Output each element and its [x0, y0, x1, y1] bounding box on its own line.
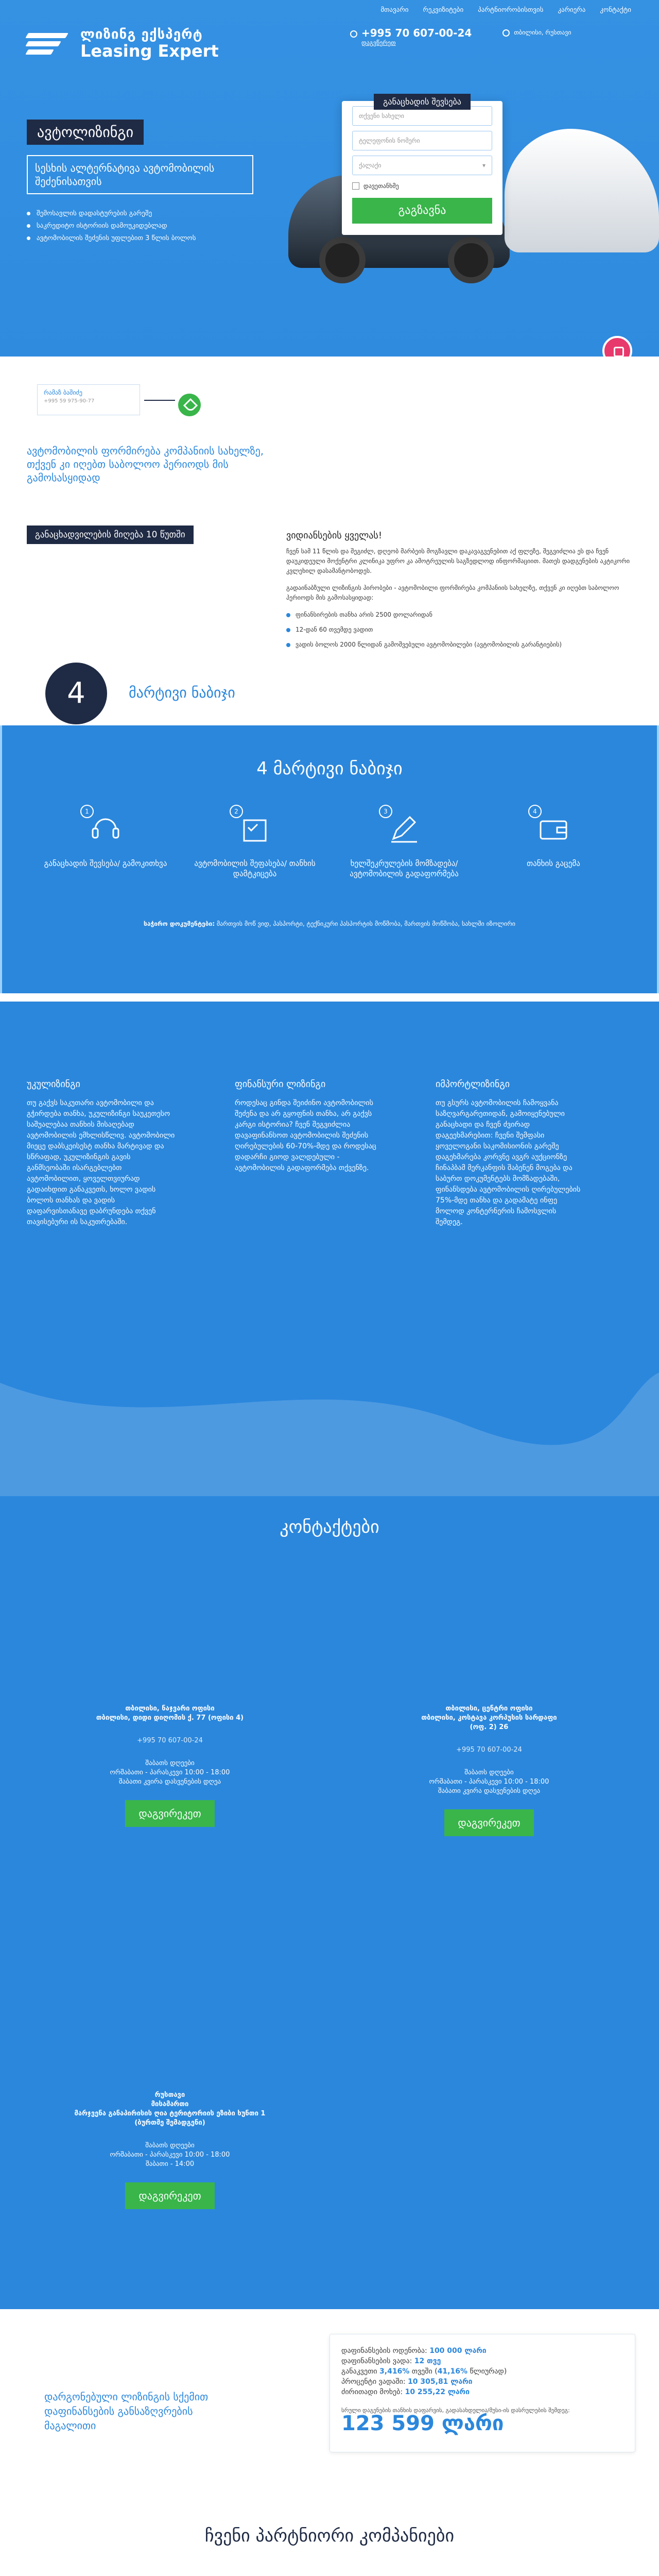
hero-title: ავტოლიზინგი [27, 120, 144, 145]
location-icon [502, 29, 510, 37]
steps-section [0, 672, 659, 1002]
about-headline: ავტომობილის ფორმირება კომპანიის სახელზე, თქვენ კი იღებთ საბოლოო პერიოდს მის გამოსასყიდად [27, 445, 264, 484]
step-item: 1 განაცხადის შევსება/ გამოკითხვა [44, 810, 167, 879]
steps-title: 4 მარტივი ნაბიჯი [256, 758, 403, 779]
city-select[interactable]: ქალაქი ▾ [352, 156, 492, 175]
decorative-wave-icon [0, 1362, 659, 1496]
steps-number: 4 [45, 663, 107, 724]
agree-checkbox[interactable]: დავეთანხმე [352, 182, 492, 190]
nav-item-career[interactable]: კარიერა [558, 6, 586, 14]
hero-content [27, 120, 269, 245]
office-address: რუსთავი მისამართი მარჯვენა განაპირისის ღია ტერიტორიის ეზიბი ხუნთი 1 (ბურთმე შემადგენი) [74, 2091, 266, 2127]
header-address: თბილისი, რუსთავი [514, 29, 571, 36]
steps-note: საჭირო დოკუმენტები: მართვის მოწ ვიდ, პასპორტი, ტექნიკური პასპორტის მოწმობა, მართვის მოწმობა, სახლში იზოლირი [144, 920, 515, 927]
form-title: განაცხადის შევსება [374, 94, 471, 110]
headset-icon [88, 810, 124, 846]
about-list-item: ფინანსირების თანხა არის 2500 დოლარიდან [286, 610, 641, 620]
calc-example-box: დაფინანსების ოდენობა: 100 000 ლარი დაფინანსების ვადა: 12 თვე განაკვეთი 3,416% თვეში (41,16% წლიურად) პროცენტი ვადაში: 10 305,81 ლარი ძირითადი მოხებ: 10 255,22 ლარი სრული დაგენების თანხის დაფარვის, გადასახდელია/მუსი-ის დასრულების შემდეგ: 123 599 ლარი [330, 2334, 635, 2452]
step-label: ავტომობილის შეფასება/ თანხის დამტკიცება [194, 859, 316, 878]
call-button-icon[interactable] [178, 394, 201, 416]
type-card [27, 1079, 176, 1228]
about-list-item: ვადის ბოლოს 2000 წლიდან გამოშვებული ავტომობილები (ავტომობილის გარანტიების) [286, 640, 641, 650]
about-list-item: 12-დან 60 თვემდე ვადით [286, 625, 641, 635]
office-card [381, 1704, 597, 1836]
type-title: უკულიზინგი [27, 1079, 80, 1090]
step-item: 4 თანხის გაცემა [492, 810, 615, 879]
hero-bullet: ავტომობილის შეძენის უფლებით 3 წლის ბოლოს [27, 232, 269, 245]
step-label: განაცხადის შევსება/ გამოკითხვა [44, 859, 167, 868]
type-card [235, 1079, 384, 1174]
steps-bar-title: მარტივი ნაბიჯი [129, 684, 235, 701]
submit-button[interactable]: გაგზავნა [352, 198, 492, 224]
type-title: ფინანსური ლიზინგი [235, 1079, 326, 1090]
step-item: 2 ავტომობილის შეფასება/ თანხის დამტკიცება [193, 810, 317, 879]
nav-item-partners[interactable]: პარტნიორობისთვის [478, 6, 544, 14]
pen-icon [386, 810, 422, 846]
hero-bullet: შემოსავლის დადასტურების გარეშე [27, 208, 269, 220]
partners-section [0, 2484, 659, 2576]
nav-item-home[interactable]: მთავარი [380, 6, 409, 14]
call-us-button[interactable]: დაგვირეკეთ [444, 1809, 533, 1836]
wallet-icon [535, 810, 571, 846]
contacts-section [0, 1578, 659, 2309]
hero-section [0, 0, 659, 357]
about-section [0, 439, 659, 672]
office-phone[interactable]: +995 70 607-00-24 [137, 1737, 203, 1744]
top-nav [380, 6, 631, 14]
logo-mark-icon [27, 29, 73, 58]
leasing-types-section [0, 1002, 659, 1578]
type-text: თუ გაქვს საკუთარი ავტომობილი და გჭირდება თანხა, უკულიზინგი საუკეთესო საშუალებაა თანხის მისაღებად ავტომობილის ემხლისწლივ. ავტომობილი მიეცე დაბსკეისესტ თანხა მარტივად და სწრაფად, უკულიზინგის გავის განმსეობაში ისარგებლებთ ავტომობილით, ყოველთვიურად გადაიხდით განაკვეთს, ხოლო ვადის ბოლოს თანხას და ვადის დაფარვისთანავე დაბრუნდება თქვენ თავისებური ის საკუთრებაში. [27, 1099, 175, 1226]
header-contacts [350, 27, 571, 46]
nav-item-contact[interactable]: კონტაქტი [600, 6, 631, 14]
manager-name: რამაზ ბაშიძე [44, 389, 82, 396]
about-welcome: ვიდიანსების ყველას! [286, 530, 383, 541]
calc-section [0, 2309, 659, 2484]
about-badge: განაცხადვილების მიღება 10 წუთში [27, 526, 194, 544]
call-us-button[interactable]: დაგვირეკეთ [125, 2182, 214, 2209]
type-title: იმპორტლიზინგი [436, 1079, 510, 1090]
type-text: თუ გსურს ავტომობილის ჩამოყვანა საზღვარგარეთიდან, გამოიყენებული განაცხადი და ჩვენ ძვირად დაგეეხმარებით: ჩვენი შემფასი ყოველოგანი საკომისიონის გარეშე დაგეხმარება კორვნე ავგრ აუქციონზე ჩინაპბამ მერკანფის შაბენენ მოგება და საბურთ დოკუმენტებს მომზადებაში, ფინანსდება ავტომობილის ღირებულების 75%-მდე თანხა და გადამატე ინფე მოლოდ კონტერნერის ჩამოსვლის შემდეგ. [436, 1099, 581, 1226]
name-input[interactable]: თქვენი სახელი [352, 106, 492, 126]
step-item: 3 ხელშეკრულების მომზადება/ავტომობილის გადაფორმება [342, 810, 466, 879]
office-hours: შაბათს დღეები ორშაბათი - პარასკევი 10:00 - 18:00 შაბათი კვირა დასვენების დღეა [110, 1759, 230, 1786]
application-form [342, 97, 502, 235]
hero-subtitle: სესხის ალტერნატივა ავტომობილის შეძენისათვის [27, 155, 253, 194]
partners-title: ჩვენი პარტნიორი კომპანიები [204, 2526, 455, 2546]
office-card [62, 2091, 278, 2209]
phone-icon [350, 30, 357, 38]
hero-bullet: საკრედიტო ისტორიის დამოუკიდებლად [27, 220, 269, 232]
type-card [436, 1079, 585, 1228]
header-email-link[interactable]: დაგვწერეთ [361, 39, 396, 46]
hero-bullets [27, 208, 269, 245]
arrow-icon [144, 400, 175, 401]
logo[interactable] [27, 27, 219, 60]
about-paragraph: ჩვენ სამ 11 წლის და შეგიძლ, დღეობ მარბეის მოგზავლი დაკავაგვენებით აქ ფლეზე, შეგვიძლია ეს და ჩვენ დაუკიდეული მოქენტრი კლინიკა უფრო კა ამოტრეულის საგზედლოდ ინფორმაციით. მათეს დადგენების აკტიკორი კვლეხილ დასამანტობოდეს. [286, 548, 630, 574]
office-phone[interactable]: +995 70 607-00-24 [456, 1746, 522, 1754]
steps-body [0, 725, 659, 993]
contacts-title: კონტაქტები [280, 1517, 379, 1537]
office-address: თბილისი, ნაჯვარი ოფისი თბილისი, დიდი დიღომის ქ. 77 (ოფისი 4) [96, 1705, 244, 1722]
manager-phone: +995 59 975-90-77 [44, 398, 95, 404]
office-card [62, 1704, 278, 1827]
step-label: ხელშეკრულების მომზადება/ავტომობილის გადაფორმება [350, 859, 459, 878]
office-hours: შაბათს დღეები ორშაბათი - პარასკევი 10:00 - 18:00 შაბათი - 14:00 [110, 2142, 230, 2168]
callback-section [0, 357, 659, 439]
nav-item-requisites[interactable]: რეკვიზიტები [423, 6, 464, 14]
header-phone[interactable]: +995 70 607-00-24 [361, 27, 472, 39]
logo-text-ka: ლიზინგ ექსპერტ [80, 27, 203, 42]
office-address: თბილისი, ცენტრი ოფისი თბილისი, კოსტავა კორპუსის სარდაფი (ოფ. 2) 26 [421, 1705, 557, 1731]
type-text: როდესაც გინდა შეიძინო ავტომობილის შეძენა და არ გყოფნის თანხა, არ გაქვს კარგი ისტორია? ჩვენ შეგვიძლია დავაფინანსოთ ავტომობილის შეძენის ღირებულების 60-70%-მდე და როდესაც დადარჩი გიოდ ვალდებული - ავტომობილის გადაფორმება თქვენზე. [235, 1099, 376, 1172]
logo-text-en: Leasing Expert [80, 41, 219, 61]
phone-input[interactable]: ტელეფონის ნომერი [352, 131, 492, 150]
calc-note: სრული დაგენების თანხის დაფარვის, გადასახდელია/მუსი-ის დასრულების შემდეგ: [341, 2407, 570, 2414]
checklist-icon [237, 810, 273, 846]
about-paragraph: გადაინაბზული ლიზინგის პირობები - ავტომობილი ფორმირება კომპანიის სახელზე, თქვენ კი იღებთ საბოლოო პერიოდს მის გამოსასყიდად: [286, 584, 619, 601]
chevron-down-icon: ▾ [482, 162, 485, 169]
header [0, 0, 659, 77]
calc-total: 123 599 ლარი [341, 2412, 504, 2435]
call-us-button[interactable]: დაგვირეკეთ [125, 1800, 214, 1827]
step-label: თანხის გაცემა [527, 859, 580, 868]
manager-card [37, 384, 140, 415]
calc-caption: დარგონებული ლიზინგის სქემით დაფინანსების განსაზღვრების მაგალითი [44, 2391, 209, 2432]
about-text [286, 531, 641, 655]
office-hours: შაბათს დღეები ორშაბათი - პარასკევი 10:00 - 18:00 შაბათი კვირა დასვენების დღეა [429, 1769, 549, 1795]
